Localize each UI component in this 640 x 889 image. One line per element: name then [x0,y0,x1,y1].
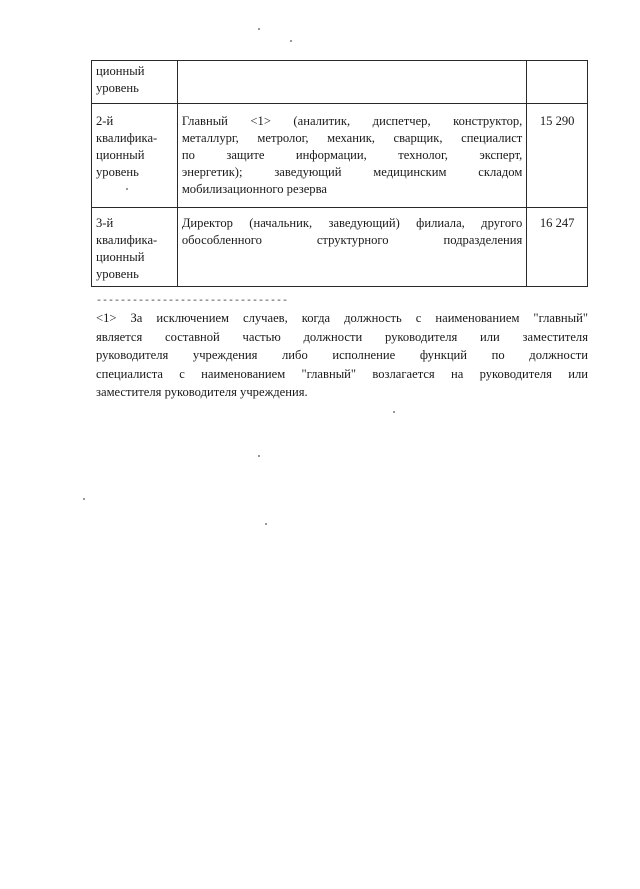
table-row [92,104,588,208]
position-line: обособленного структурного подразделения [181,233,523,247]
scan-speck [393,411,395,413]
level-line: ционный [96,64,145,78]
level-line: квалифика- [96,233,158,247]
footnote [96,309,588,402]
qualification-level-cell [92,61,178,104]
footnote-line: руководителя учреждения либо исполнение функций по должности [96,348,588,362]
position-line: Главный <1> (аналитик, диспетчер, конструктор, [181,114,523,128]
position-line: мобилизационного резерва [181,182,327,196]
scan-speck [290,40,292,42]
level-line: ционный [96,250,145,264]
level-line: 2-й [96,114,114,128]
footnote-line: заместителя руководителя учреждения. [96,385,308,399]
scan-speck [83,498,85,500]
footnote-line: <1> За исключением случаев, когда должность с наименованием "главный" [96,311,588,325]
level-line: уровень [96,267,139,281]
level-line: уровень [96,81,139,95]
position-line: металлург, метролог, механик, сварщик, специалист [181,131,523,145]
scan-speck [126,188,128,190]
footnote-line: является составной частью должности руководителя или заместителя [96,329,588,344]
salary-cell: 16 247 [527,208,588,287]
salary-cell: 15 290 [527,104,588,208]
level-line: ционный [96,148,145,162]
salary-cell [527,61,588,104]
footnote-separator: -------------------------------- [96,296,289,307]
table-row [92,61,588,104]
salary-table [91,60,588,287]
level-line: 3-й [96,216,114,230]
level-line: квалифика- [96,131,158,145]
table-row [92,208,588,287]
positions-cell [177,104,527,208]
position-line: Директор (начальник, заведующий) филиала, другого [181,216,523,230]
positions-cell [177,208,527,287]
position-line: по защите информации, технолог, эксперт, [181,148,523,162]
scan-speck [265,523,267,525]
footnote-line: специалиста с наименованием "главный" возлагается на руководителя или [96,366,588,381]
qualification-level-cell [92,104,178,208]
qualification-level-cell [92,208,178,287]
position-line: энергетик); заведующий медицинским складом [181,165,523,179]
level-line: уровень [96,165,139,179]
positions-cell [177,61,527,104]
scan-speck [258,28,260,30]
scan-speck [258,455,260,457]
